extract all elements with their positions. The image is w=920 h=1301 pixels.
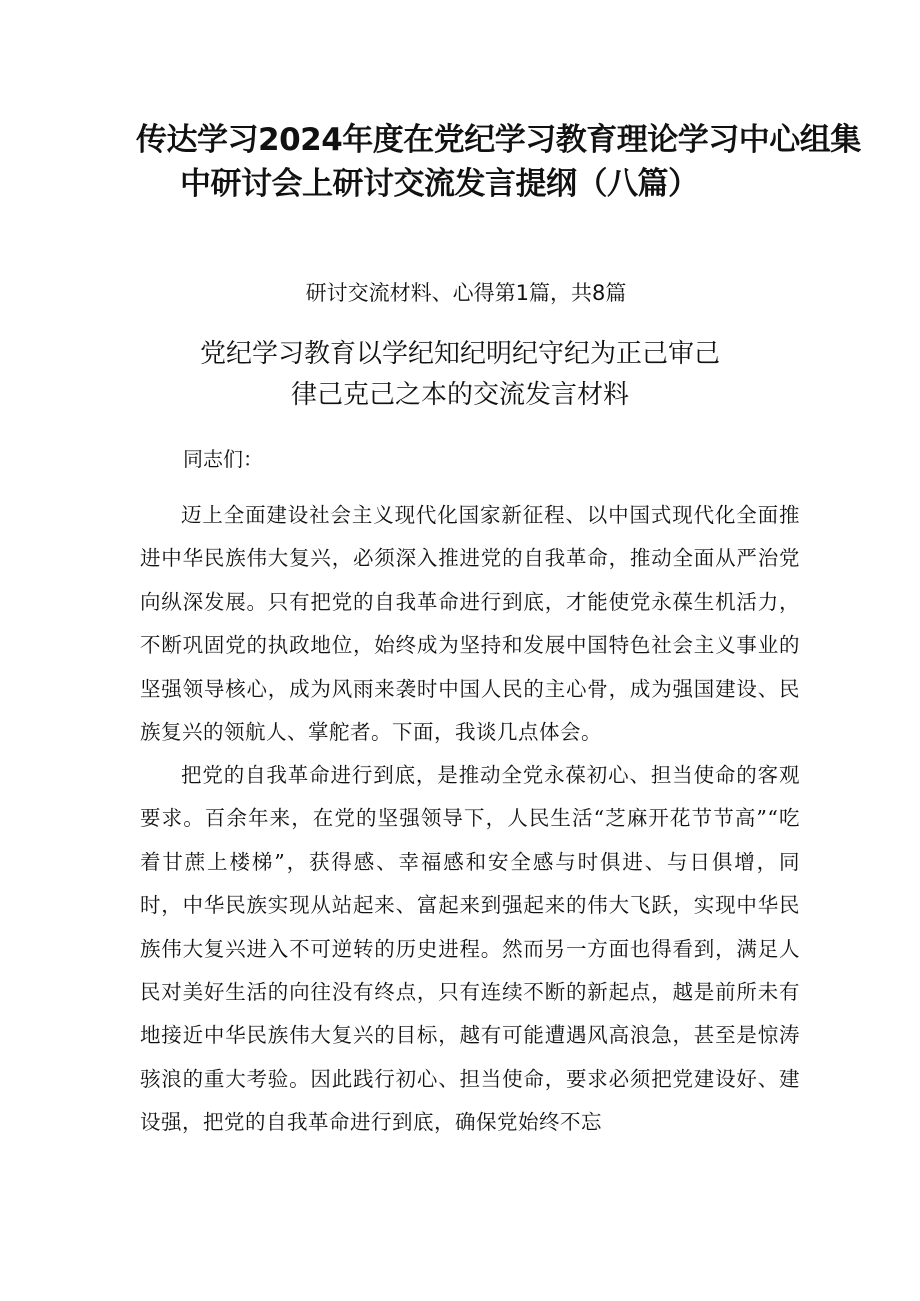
body-paragraph-2: 把党的自我革命进行到底，是推动全党永葆初心、担当使命的客观要求。百余年来，在党的坚强领导下，人民生活“芝麻开花节节高”“吃着甘蔗上楼梯”，获得感、幸福感和安全感与时俱进、与日俱增，同时，中华民族实现从站起来、富起来到强起来的伟大飞跃，实现中华民族伟大复兴进入不可逆转的历史进程。然而另一方面也得看到，满足人民对美好生活的向往没有终点，只有连续不断的新起点，越是前所未有地接近中华民族伟大复兴的目标，越有可能遭遇风高浪急，甚至是惊涛骇浪的重大考验。因此践行初心、担当使命，要求必须把党建设好、建设强，把党的自我革命进行到底，确保党始终不忘 xyxy=(140,763,800,1135)
document-title xyxy=(0,118,920,206)
article-title xyxy=(0,334,920,416)
document-title-line-1: 传达学习2024年度在党纪学习教育理论学习中心组集 xyxy=(136,122,861,158)
article-index-subtitle: 研讨交流材料、心得第1篇，共8篇 xyxy=(305,281,627,305)
article-title-line-1: 党纪学习教育以学纪知纪明纪守纪为正己审己 xyxy=(199,339,720,369)
body-paragraph-1: 迈上全面建设社会主义现代化国家新征程、以中国式现代化全面推进中华民族伟大复兴，必须深入推进党的自我革命，推动全面从严治党向纵深发展。只有把党的自我革命进行到底，才能使党永葆生机活力，不断巩固党的执政地位，始终成为坚持和发展中国特色社会主义事业的坚强领导核心，成为风雨来袭时中国人民的主心骨，成为强国建设、民族复兴的领航人、掌舵者。下面，我谈几点体会。 xyxy=(140,503,800,745)
document-title-line-2: 中研讨会上研讨交流发言提纲（八篇） xyxy=(180,166,699,202)
article-title-line-2: 律己克己之本的交流发言材料 xyxy=(290,380,629,410)
greeting: 同志们： xyxy=(183,447,263,471)
